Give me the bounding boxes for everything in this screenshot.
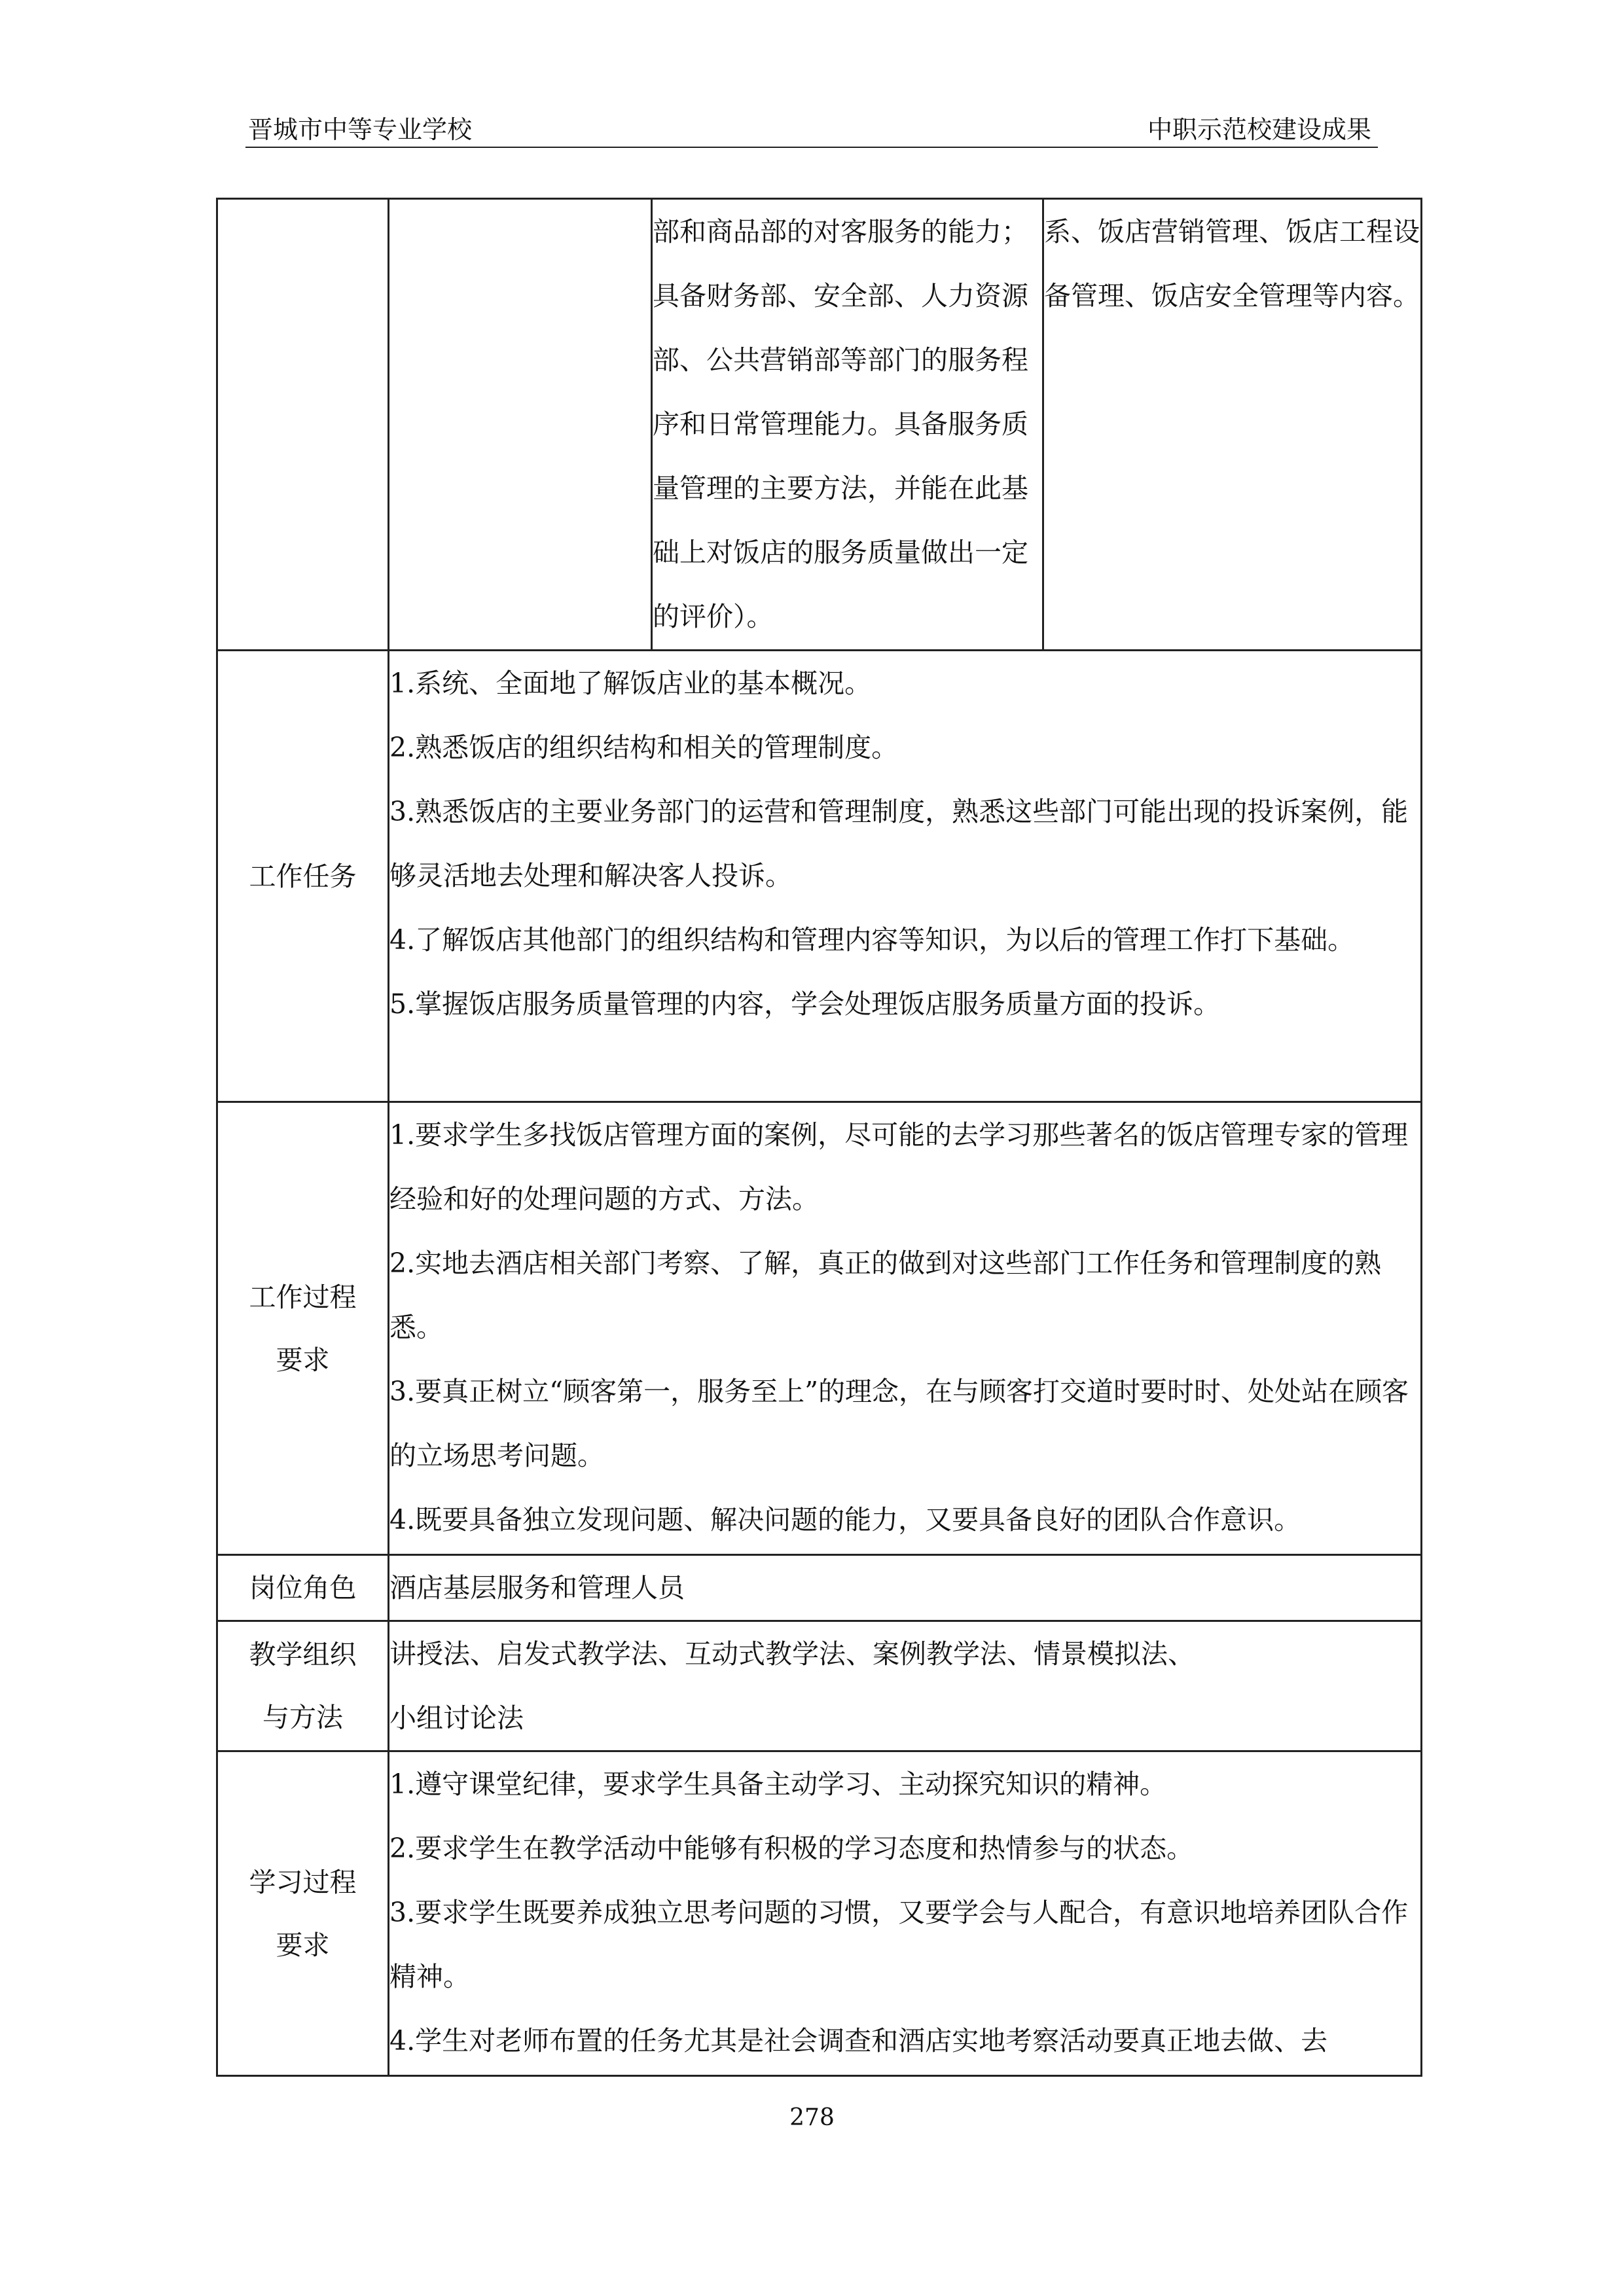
list-item: 5.掌握饭店服务质量管理的内容，学会处理饭店服务质量方面的投诉。 (389, 988, 1221, 1020)
page-header (245, 113, 1378, 148)
list-item: 1.系统、全面地了解饭店业的基本概况。 (389, 668, 872, 699)
list-item: 酒店基层服务和管理人员 (389, 1572, 685, 1604)
row-content-work-tasks (389, 651, 1422, 1102)
list-item: 4.既要具备独立发现问题、解决问题的能力，又要具备良好的团队合作意识。 (389, 1504, 1301, 1535)
list-item: 2.要求学生在教学活动中能够有积极的学习态度和热情参与的状态。 (389, 1833, 1194, 1864)
page-number: 278 (789, 2104, 835, 2131)
label-text: 工作过程要求 (249, 1281, 357, 1376)
list-item: 4.学生对老师布置的任务尤其是社会调查和酒店实地考察活动要真正地去做、去 (389, 2025, 1328, 2056)
row-label-teaching-methods (217, 1621, 389, 1751)
row-content-job-role (389, 1555, 1422, 1621)
list-item: 讲授法、启发式教学法、互动式教学法、案例教学法、情景模拟法、 (389, 1638, 1195, 1670)
table-row-job-role (217, 1555, 1422, 1621)
list-item: 3.熟悉饭店的主要业务部门的运营和管理制度，熟悉这些部门可能出现的投诉案例，能够灵活地去处理和解决客人投诉。 (389, 796, 1409, 891)
list-item: 小组讨论法 (389, 1702, 524, 1734)
list-item: 3.要真正树立“顾客第一，服务至上”的理念，在与顾客打交道时要时时、处处站在顾客的立场思考问题。 (389, 1376, 1409, 1471)
table-row-work-tasks (217, 651, 1422, 1102)
header-school-name: 晋城市中等专业学校 (248, 115, 473, 144)
row-label-work-tasks: 工作任务 (217, 651, 389, 1102)
header-section-title: 中职示范校建设成果 (1147, 115, 1371, 144)
row-content-teaching-methods (389, 1621, 1422, 1751)
row-content-work-process (389, 1102, 1422, 1555)
list-item: 1.要求学生多找饭店管理方面的案例，尽可能的去学习那些著名的饭店管理专家的管理经验和好的处理问题的方式、方法。 (389, 1119, 1409, 1215)
table-row-learning-process (217, 1751, 1422, 2076)
list-item: 3.要求学生既要养成独立思考问题的习惯，又要学会与人配合，有意识地培养团队合作精神。 (389, 1897, 1409, 1992)
row-content-learning-process (389, 1751, 1422, 2076)
continuation-row (217, 199, 1422, 651)
table-row-teaching-methods (217, 1621, 1422, 1751)
list-item: 4.了解饭店其他部门的组织结构和管理内容等知识，为以后的管理工作打下基础。 (389, 924, 1355, 956)
label-text: 学习过程要求 (249, 1866, 357, 1961)
label-text: 教学组织与方法 (249, 1639, 357, 1733)
empty-cell-2 (389, 199, 652, 651)
list-item: 2.实地去酒店相关部门考察、了解，真正的做到对这些部门工作任务和管理制度的熟悉。 (389, 1247, 1382, 1343)
empty-cell-1 (217, 199, 389, 651)
ability-requirements-cell: 部和商品部的对客服务的能力；具备财务部、安全部、人力资源部、公共营销部等部门的服务程序和日常管理能力。具备服务质量管理的主要方法，并能在此基础上对饭店的服务质量做出一定的评价）。 (652, 199, 1043, 651)
content-summary-cell: 系、饭店营销管理、饭店工程设备管理、饭店安全管理等内容。 (1043, 199, 1422, 651)
row-label-learning-process (217, 1751, 389, 2076)
list-item: 2.熟悉饭店的组织结构和相关的管理制度。 (389, 732, 899, 763)
list-item: 1.遵守课堂纪律，要求学生具备主动学习、主动探究知识的精神。 (389, 1768, 1167, 1800)
row-label-work-process (217, 1102, 389, 1555)
row-label-job-role: 岗位角色 (217, 1555, 389, 1621)
course-table (216, 198, 1422, 2077)
table-row-work-process (217, 1102, 1422, 1555)
